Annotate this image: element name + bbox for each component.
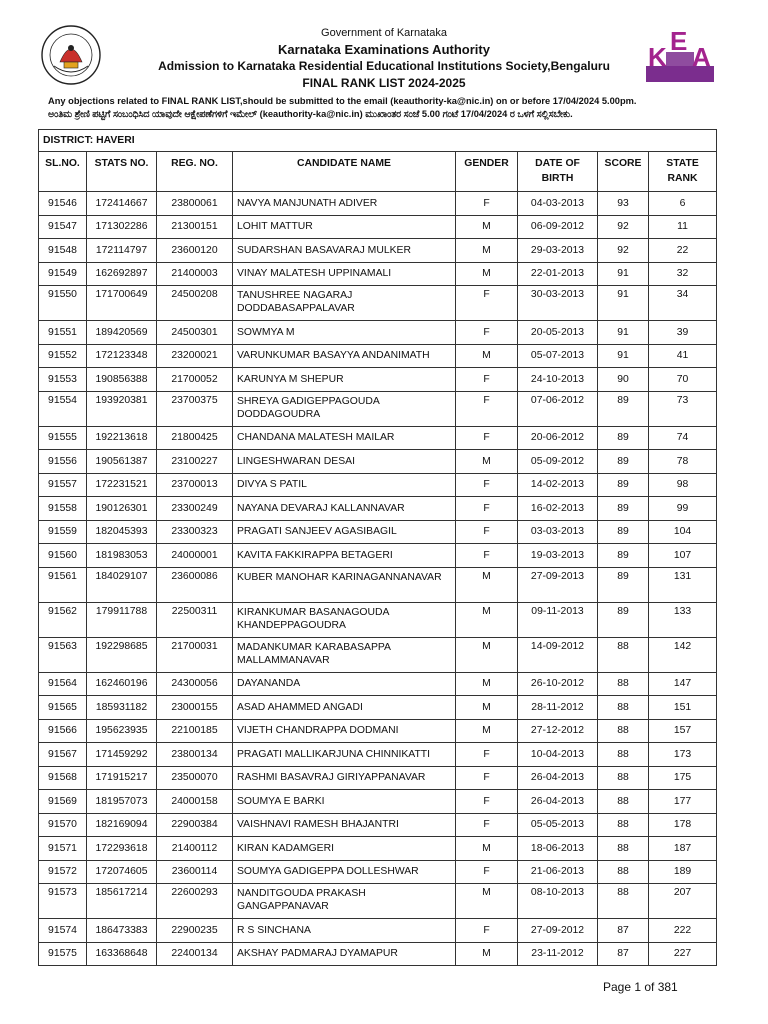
cell-slno: 91551 bbox=[39, 321, 87, 345]
cell-reg-no: 24300056 bbox=[157, 672, 233, 696]
col-gender: GENDER bbox=[456, 152, 518, 192]
cell-dob: 23-11-2012 bbox=[518, 942, 598, 966]
cell-slno: 91573 bbox=[39, 884, 87, 919]
cell-candidate-name: KARUNYA M SHEPUR bbox=[233, 368, 456, 392]
cell-slno: 91557 bbox=[39, 473, 87, 497]
cell-stats-no: 172293618 bbox=[87, 837, 157, 861]
cell-gender: M bbox=[456, 344, 518, 368]
cell-score: 90 bbox=[598, 368, 649, 392]
cell-state-rank: 189 bbox=[649, 860, 717, 884]
cell-gender: M bbox=[456, 602, 518, 637]
cell-score: 88 bbox=[598, 637, 649, 672]
cell-dob: 14-02-2013 bbox=[518, 473, 598, 497]
table-row bbox=[39, 544, 717, 568]
cell-state-rank: 222 bbox=[649, 919, 717, 943]
table-header-row bbox=[39, 152, 717, 192]
cell-reg-no: 23300249 bbox=[157, 497, 233, 521]
table-row bbox=[39, 344, 717, 368]
cell-slno: 91548 bbox=[39, 239, 87, 263]
cell-slno: 91568 bbox=[39, 766, 87, 790]
cell-gender: F bbox=[456, 391, 518, 426]
cell-gender: F bbox=[456, 368, 518, 392]
cell-gender: F bbox=[456, 790, 518, 814]
table-row bbox=[39, 884, 717, 919]
cell-stats-no: 171700649 bbox=[87, 286, 157, 321]
table-row bbox=[39, 192, 717, 216]
cell-slno: 91575 bbox=[39, 942, 87, 966]
cell-gender: F bbox=[456, 286, 518, 321]
cell-state-rank: 104 bbox=[649, 520, 717, 544]
cell-gender: F bbox=[456, 919, 518, 943]
cell-candidate-name: LINGESHWARAN DESAI bbox=[233, 450, 456, 474]
cell-slno: 91549 bbox=[39, 262, 87, 286]
svg-text:E: E bbox=[670, 26, 688, 56]
cell-reg-no: 21800425 bbox=[157, 426, 233, 450]
table-row bbox=[39, 790, 717, 814]
cell-slno: 91556 bbox=[39, 450, 87, 474]
cell-stats-no: 171459292 bbox=[87, 743, 157, 767]
cell-candidate-name: KUBER MANOHAR KARINAGANNANAVAR bbox=[233, 567, 456, 602]
cell-dob: 20-06-2012 bbox=[518, 426, 598, 450]
cell-candidate-name: TANUSHREE NAGARAJ DODDABASAPPALAVAR bbox=[233, 286, 456, 321]
cell-candidate-name: SOUMYA GADIGEPPA DOLLESHWAR bbox=[233, 860, 456, 884]
cell-score: 88 bbox=[598, 672, 649, 696]
cell-state-rank: 227 bbox=[649, 942, 717, 966]
cell-reg-no: 23700013 bbox=[157, 473, 233, 497]
cell-state-rank: 107 bbox=[649, 544, 717, 568]
cell-reg-no: 23600086 bbox=[157, 567, 233, 602]
cell-reg-no: 22400134 bbox=[157, 942, 233, 966]
cell-score: 91 bbox=[598, 262, 649, 286]
cell-slno: 91569 bbox=[39, 790, 87, 814]
cell-stats-no: 171302286 bbox=[87, 215, 157, 239]
svg-text:A: A bbox=[692, 42, 711, 72]
cell-state-rank: 142 bbox=[649, 637, 717, 672]
cell-candidate-name: NAYANA DEVARAJ KALLANNAVAR bbox=[233, 497, 456, 521]
cell-stats-no: 186473383 bbox=[87, 919, 157, 943]
cell-stats-no: 185931182 bbox=[87, 696, 157, 720]
cell-reg-no: 24500208 bbox=[157, 286, 233, 321]
cell-state-rank: 70 bbox=[649, 368, 717, 392]
cell-candidate-name: NAVYA MANJUNATH ADIVER bbox=[233, 192, 456, 216]
cell-gender: M bbox=[456, 719, 518, 743]
cell-score: 89 bbox=[598, 567, 649, 602]
cell-candidate-name: LOHIT MATTUR bbox=[233, 215, 456, 239]
cell-gender: M bbox=[456, 239, 518, 263]
cell-dob: 27-09-2012 bbox=[518, 919, 598, 943]
cell-slno: 91561 bbox=[39, 567, 87, 602]
col-state-rank: STATE RANK bbox=[649, 152, 717, 192]
col-slno: SL.NO. bbox=[39, 152, 87, 192]
table-row bbox=[39, 696, 717, 720]
cell-reg-no: 23300323 bbox=[157, 520, 233, 544]
cell-candidate-name: AKSHAY PADMARAJ DYAMAPUR bbox=[233, 942, 456, 966]
cell-dob: 21-06-2013 bbox=[518, 860, 598, 884]
cell-score: 89 bbox=[598, 544, 649, 568]
cell-reg-no: 24000158 bbox=[157, 790, 233, 814]
cell-slno: 91550 bbox=[39, 286, 87, 321]
cell-score: 89 bbox=[598, 391, 649, 426]
cell-slno: 91565 bbox=[39, 696, 87, 720]
cell-slno: 91567 bbox=[39, 743, 87, 767]
cell-dob: 06-09-2012 bbox=[518, 215, 598, 239]
cell-gender: M bbox=[456, 262, 518, 286]
cell-score: 91 bbox=[598, 286, 649, 321]
rank-table bbox=[38, 129, 717, 966]
table-row bbox=[39, 766, 717, 790]
cell-slno: 91552 bbox=[39, 344, 87, 368]
cell-candidate-name: PRAGATI SANJEEV AGASIBAGIL bbox=[233, 520, 456, 544]
cell-reg-no: 21300151 bbox=[157, 215, 233, 239]
cell-state-rank: 32 bbox=[649, 262, 717, 286]
table-row bbox=[39, 837, 717, 861]
cell-candidate-name: R S SINCHANA bbox=[233, 919, 456, 943]
cell-candidate-name: NANDITGOUDA PRAKASH GANGAPPANAVAR bbox=[233, 884, 456, 919]
cell-slno: 91563 bbox=[39, 637, 87, 672]
svg-text:K: K bbox=[648, 42, 667, 72]
cell-slno: 91547 bbox=[39, 215, 87, 239]
table-row bbox=[39, 368, 717, 392]
table-row bbox=[39, 497, 717, 521]
cell-dob: 10-04-2013 bbox=[518, 743, 598, 767]
cell-state-rank: 34 bbox=[649, 286, 717, 321]
cell-score: 88 bbox=[598, 743, 649, 767]
cell-gender: M bbox=[456, 672, 518, 696]
cell-gender: M bbox=[456, 696, 518, 720]
cell-gender: F bbox=[456, 743, 518, 767]
cell-state-rank: 147 bbox=[649, 672, 717, 696]
cell-state-rank: 178 bbox=[649, 813, 717, 837]
cell-candidate-name: SUDARSHAN BASAVARAJ MULKER bbox=[233, 239, 456, 263]
cell-candidate-name: KAVITA FAKKIRAPPA BETAGERI bbox=[233, 544, 456, 568]
cell-gender: F bbox=[456, 497, 518, 521]
cell-gender: M bbox=[456, 942, 518, 966]
cell-reg-no: 22900384 bbox=[157, 813, 233, 837]
cell-reg-no: 22600293 bbox=[157, 884, 233, 919]
table-row bbox=[39, 743, 717, 767]
cell-state-rank: 11 bbox=[649, 215, 717, 239]
page-header bbox=[0, 0, 768, 128]
cell-dob: 27-09-2013 bbox=[518, 567, 598, 602]
table-row bbox=[39, 426, 717, 450]
cell-reg-no: 23200021 bbox=[157, 344, 233, 368]
cell-gender: F bbox=[456, 426, 518, 450]
cell-gender: F bbox=[456, 321, 518, 345]
cell-score: 88 bbox=[598, 696, 649, 720]
cell-stats-no: 179911788 bbox=[87, 602, 157, 637]
cell-score: 89 bbox=[598, 426, 649, 450]
cell-score: 87 bbox=[598, 942, 649, 966]
cell-dob: 05-07-2013 bbox=[518, 344, 598, 368]
cell-score: 89 bbox=[598, 520, 649, 544]
cell-dob: 08-10-2013 bbox=[518, 884, 598, 919]
cell-gender: F bbox=[456, 473, 518, 497]
cell-stats-no: 181983053 bbox=[87, 544, 157, 568]
cell-reg-no: 22500311 bbox=[157, 602, 233, 637]
col-stats-no: STATS NO. bbox=[87, 152, 157, 192]
cell-candidate-name: PRAGATI MALLIKARJUNA CHINNIKATTI bbox=[233, 743, 456, 767]
cell-state-rank: 41 bbox=[649, 344, 717, 368]
cell-candidate-name: DAYANANDA bbox=[233, 672, 456, 696]
col-score: SCORE bbox=[598, 152, 649, 192]
cell-slno: 91570 bbox=[39, 813, 87, 837]
cell-reg-no: 23600114 bbox=[157, 860, 233, 884]
cell-slno: 91546 bbox=[39, 192, 87, 216]
cell-reg-no: 23100227 bbox=[157, 450, 233, 474]
page-number: Page 1 of 381 bbox=[603, 980, 678, 994]
cell-dob: 05-05-2013 bbox=[518, 813, 598, 837]
cell-score: 88 bbox=[598, 766, 649, 790]
district-label: DISTRICT: HAVERI bbox=[39, 130, 717, 152]
government-line: Government of Karnataka bbox=[321, 27, 447, 39]
cell-stats-no: 163368648 bbox=[87, 942, 157, 966]
cell-stats-no: 172114797 bbox=[87, 239, 157, 263]
cell-state-rank: 73 bbox=[649, 391, 717, 426]
cell-stats-no: 172414667 bbox=[87, 192, 157, 216]
cell-score: 88 bbox=[598, 813, 649, 837]
table-row bbox=[39, 262, 717, 286]
cell-score: 88 bbox=[598, 790, 649, 814]
cell-state-rank: 98 bbox=[649, 473, 717, 497]
cell-stats-no: 184029107 bbox=[87, 567, 157, 602]
table-row bbox=[39, 719, 717, 743]
cell-score: 89 bbox=[598, 497, 649, 521]
cell-score: 91 bbox=[598, 344, 649, 368]
table-row bbox=[39, 391, 717, 426]
cell-slno: 91566 bbox=[39, 719, 87, 743]
cell-slno: 91559 bbox=[39, 520, 87, 544]
cell-slno: 91571 bbox=[39, 837, 87, 861]
cell-stats-no: 162460196 bbox=[87, 672, 157, 696]
cell-candidate-name: VAISHNAVI RAMESH BHAJANTRI bbox=[233, 813, 456, 837]
table-row bbox=[39, 942, 717, 966]
cell-dob: 22-01-2013 bbox=[518, 262, 598, 286]
cell-reg-no: 21400003 bbox=[157, 262, 233, 286]
cell-reg-no: 23600120 bbox=[157, 239, 233, 263]
table-row bbox=[39, 520, 717, 544]
cell-stats-no: 162692897 bbox=[87, 262, 157, 286]
cell-gender: F bbox=[456, 860, 518, 884]
table-row bbox=[39, 637, 717, 672]
cell-dob: 29-03-2013 bbox=[518, 239, 598, 263]
cell-stats-no: 185617214 bbox=[87, 884, 157, 919]
cell-gender: M bbox=[456, 215, 518, 239]
cell-stats-no: 190561387 bbox=[87, 450, 157, 474]
cell-state-rank: 207 bbox=[649, 884, 717, 919]
cell-dob: 30-03-2013 bbox=[518, 286, 598, 321]
cell-reg-no: 21700052 bbox=[157, 368, 233, 392]
cell-slno: 91553 bbox=[39, 368, 87, 392]
cell-slno: 91572 bbox=[39, 860, 87, 884]
cell-dob: 07-06-2012 bbox=[518, 391, 598, 426]
cell-candidate-name: SHREYA GADIGEPPAGOUDA DODDAGOUDRA bbox=[233, 391, 456, 426]
cell-gender: F bbox=[456, 520, 518, 544]
table-row bbox=[39, 473, 717, 497]
cell-slno: 91555 bbox=[39, 426, 87, 450]
cell-slno: 91564 bbox=[39, 672, 87, 696]
cell-state-rank: 74 bbox=[649, 426, 717, 450]
cell-dob: 09-11-2013 bbox=[518, 602, 598, 637]
cell-reg-no: 22900235 bbox=[157, 919, 233, 943]
cell-gender: M bbox=[456, 884, 518, 919]
objection-notice-english: Any objections related to FINAL RANK LIST,should be submitted to the email (keauthority-ka@nic.in) on or before 17/04/2024 5.00pm. bbox=[48, 96, 637, 106]
cell-reg-no: 23800061 bbox=[157, 192, 233, 216]
cell-candidate-name: VIJETH CHANDRAPPA DODMANI bbox=[233, 719, 456, 743]
cell-score: 88 bbox=[598, 884, 649, 919]
cell-state-rank: 6 bbox=[649, 192, 717, 216]
cell-reg-no: 21700031 bbox=[157, 637, 233, 672]
table-row bbox=[39, 860, 717, 884]
cell-gender: M bbox=[456, 837, 518, 861]
objection-notice-kannada: ಅಂತಿಮ ಶ್ರೇಣಿ ಪಟ್ಟಿಗೆ ಸಂಬಂಧಿಸಿದ ಯಾವುದೇ ಆಕ್ಷೇಪಣೆಗಳಿಗೆ ಇಮೇಲ್ (keauthority-ka@nic.in) ಮುಖಾಂತರ ಸಂಜೆ 5.00 ಗಂಟೆ 17/04/2024 ರ ಒಳಗೆ ಸಲ್ಲಿಸಬೇಕು. bbox=[48, 109, 573, 119]
cell-slno: 91554 bbox=[39, 391, 87, 426]
cell-gender: F bbox=[456, 766, 518, 790]
cell-dob: 26-10-2012 bbox=[518, 672, 598, 696]
cell-dob: 14-09-2012 bbox=[518, 637, 598, 672]
cell-state-rank: 175 bbox=[649, 766, 717, 790]
cell-score: 92 bbox=[598, 239, 649, 263]
table-body bbox=[39, 192, 717, 966]
cell-dob: 19-03-2013 bbox=[518, 544, 598, 568]
cell-score: 89 bbox=[598, 450, 649, 474]
cell-candidate-name: VARUNKUMAR BASAYYA ANDANIMATH bbox=[233, 344, 456, 368]
table-row bbox=[39, 672, 717, 696]
cell-state-rank: 78 bbox=[649, 450, 717, 474]
cell-stats-no: 172074605 bbox=[87, 860, 157, 884]
cell-gender: M bbox=[456, 450, 518, 474]
cell-stats-no: 182169094 bbox=[87, 813, 157, 837]
col-candidate-name: CANDIDATE NAME bbox=[233, 152, 456, 192]
cell-gender: F bbox=[456, 192, 518, 216]
cell-reg-no: 23800134 bbox=[157, 743, 233, 767]
cell-dob: 04-03-2013 bbox=[518, 192, 598, 216]
table-row bbox=[39, 215, 717, 239]
cell-reg-no: 23000155 bbox=[157, 696, 233, 720]
cell-candidate-name: RASHMI BASAVRAJ GIRIYAPPANAVAR bbox=[233, 766, 456, 790]
cell-score: 87 bbox=[598, 919, 649, 943]
cell-state-rank: 39 bbox=[649, 321, 717, 345]
cell-slno: 91574 bbox=[39, 919, 87, 943]
cell-dob: 03-03-2013 bbox=[518, 520, 598, 544]
cell-state-rank: 187 bbox=[649, 837, 717, 861]
cell-reg-no: 21400112 bbox=[157, 837, 233, 861]
cell-dob: 05-09-2012 bbox=[518, 450, 598, 474]
cell-score: 91 bbox=[598, 321, 649, 345]
cell-reg-no: 23700375 bbox=[157, 391, 233, 426]
table-row bbox=[39, 919, 717, 943]
table-row bbox=[39, 567, 717, 602]
cell-score: 89 bbox=[598, 473, 649, 497]
cell-candidate-name: VINAY MALATESH UPPINAMALI bbox=[233, 262, 456, 286]
cell-reg-no: 24500301 bbox=[157, 321, 233, 345]
cell-state-rank: 177 bbox=[649, 790, 717, 814]
cell-gender: M bbox=[456, 637, 518, 672]
table-row bbox=[39, 450, 717, 474]
cell-stats-no: 171915217 bbox=[87, 766, 157, 790]
cell-candidate-name: KIRANKUMAR BASANAGOUDA KHANDEPPAGOUDRA bbox=[233, 602, 456, 637]
cell-score: 89 bbox=[598, 602, 649, 637]
cell-reg-no: 23500070 bbox=[157, 766, 233, 790]
cell-stats-no: 192213618 bbox=[87, 426, 157, 450]
cell-dob: 16-02-2013 bbox=[518, 497, 598, 521]
cell-stats-no: 193920381 bbox=[87, 391, 157, 426]
cell-state-rank: 131 bbox=[649, 567, 717, 602]
cell-candidate-name: ASAD AHAMMED ANGADI bbox=[233, 696, 456, 720]
table-row bbox=[39, 813, 717, 837]
cell-stats-no: 189420569 bbox=[87, 321, 157, 345]
cell-candidate-name: DIVYA S PATIL bbox=[233, 473, 456, 497]
cell-state-rank: 99 bbox=[649, 497, 717, 521]
cell-candidate-name: SOWMYA M bbox=[233, 321, 456, 345]
authority-title: Karnataka Examinations Authority bbox=[278, 42, 490, 57]
cell-dob: 24-10-2013 bbox=[518, 368, 598, 392]
table-row bbox=[39, 286, 717, 321]
cell-stats-no: 190856388 bbox=[87, 368, 157, 392]
cell-stats-no: 195623935 bbox=[87, 719, 157, 743]
admission-line: Admission to Karnataka Residential Educational Institutions Society,Bengaluru bbox=[158, 59, 610, 73]
cell-state-rank: 173 bbox=[649, 743, 717, 767]
col-reg-no: REG. NO. bbox=[157, 152, 233, 192]
cell-slno: 91558 bbox=[39, 497, 87, 521]
cell-dob: 26-04-2013 bbox=[518, 766, 598, 790]
cell-state-rank: 157 bbox=[649, 719, 717, 743]
cell-state-rank: 22 bbox=[649, 239, 717, 263]
cell-dob: 20-05-2013 bbox=[518, 321, 598, 345]
cell-stats-no: 172231521 bbox=[87, 473, 157, 497]
cell-dob: 27-12-2012 bbox=[518, 719, 598, 743]
cell-stats-no: 190126301 bbox=[87, 497, 157, 521]
cell-stats-no: 181957073 bbox=[87, 790, 157, 814]
col-date-of-birth: DATE OF BIRTH bbox=[518, 152, 598, 192]
table-row bbox=[39, 321, 717, 345]
table-row bbox=[39, 602, 717, 637]
cell-slno: 91560 bbox=[39, 544, 87, 568]
district-row bbox=[39, 130, 717, 152]
cell-dob: 18-06-2013 bbox=[518, 837, 598, 861]
cell-state-rank: 133 bbox=[649, 602, 717, 637]
cell-slno: 91562 bbox=[39, 602, 87, 637]
cell-stats-no: 172123348 bbox=[87, 344, 157, 368]
cell-dob: 28-11-2012 bbox=[518, 696, 598, 720]
cell-gender: F bbox=[456, 544, 518, 568]
cell-score: 88 bbox=[598, 860, 649, 884]
page-title: FINAL RANK LIST 2024-2025 bbox=[302, 76, 466, 90]
kea-logo-icon bbox=[646, 26, 714, 82]
cell-gender: M bbox=[456, 567, 518, 602]
cell-reg-no: 24000001 bbox=[157, 544, 233, 568]
cell-candidate-name: SOUMYA E BARKI bbox=[233, 790, 456, 814]
cell-candidate-name: KIRAN KADAMGERI bbox=[233, 837, 456, 861]
cell-score: 92 bbox=[598, 215, 649, 239]
cell-candidate-name: MADANKUMAR KARABASAPPA MALLAMMANAVAR bbox=[233, 637, 456, 672]
cell-score: 88 bbox=[598, 837, 649, 861]
cell-dob: 26-04-2013 bbox=[518, 790, 598, 814]
cell-score: 93 bbox=[598, 192, 649, 216]
cell-stats-no: 192298685 bbox=[87, 637, 157, 672]
cell-candidate-name: CHANDANA MALATESH MAILAR bbox=[233, 426, 456, 450]
cell-score: 88 bbox=[598, 719, 649, 743]
table-row bbox=[39, 239, 717, 263]
cell-state-rank: 151 bbox=[649, 696, 717, 720]
cell-gender: F bbox=[456, 813, 518, 837]
cell-reg-no: 22100185 bbox=[157, 719, 233, 743]
cell-stats-no: 182045393 bbox=[87, 520, 157, 544]
